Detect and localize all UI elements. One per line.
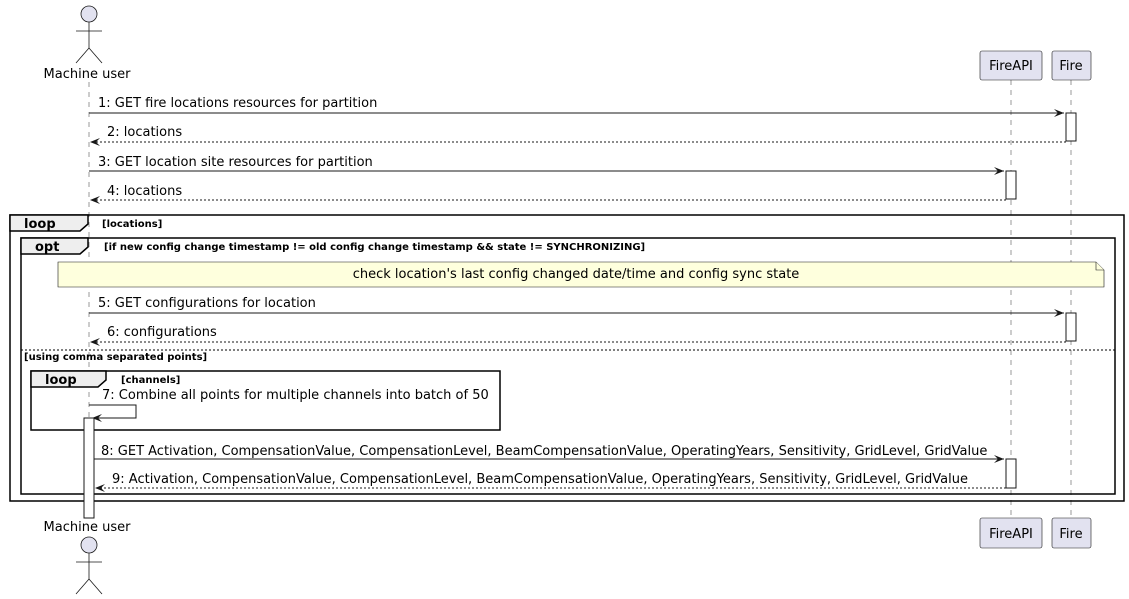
message-6-label: 6: configurations (107, 325, 217, 340)
message-4-label: 4: locations (107, 184, 183, 199)
loop-guard: [locations] (102, 219, 163, 230)
fireapi-participant-bottom (980, 518, 1042, 548)
message-8-label: 8: GET Activation, CompensationValue, CompensationLevel, BeamCompensationValue, OperatingYears, Sensitivity, GridLevel, GridValue (101, 444, 988, 459)
fireapi-activation-1 (1006, 171, 1016, 199)
machine-user-label-top: Machine user (43, 67, 131, 82)
machine-user-actor-bottom (44, 520, 132, 594)
fire-participant-bottom (1052, 518, 1091, 548)
opt-guard: [if new config change timestamp != old config change timestamp && state != SYNCHRONIZING] (104, 242, 646, 253)
opt-keyword: opt (35, 240, 60, 255)
message-2-label: 2: locations (107, 125, 183, 140)
message-5-label: 5: GET configurations for location (98, 296, 316, 311)
note-text: check location's last config changed date/time and config sync state (352, 267, 800, 282)
fireapi-label-bottom: FireAPI (989, 527, 1033, 542)
message-1-label: 1: GET fire locations resources for partition (98, 96, 378, 111)
message-9-label: 9: Activation, CompensationValue, CompensationLevel, BeamCompensationValue, OperatingYears, Sensitivity, GridLevel, GridValue (112, 472, 969, 487)
message-7-label: 7: Combine all points for multiple channels into batch of 50 (102, 388, 489, 403)
actor-head-icon (81, 537, 97, 553)
message-3-label: 3: GET location site resources for partition (98, 155, 373, 170)
machine-user-actor-top (44, 6, 132, 82)
config-note (58, 262, 1104, 287)
fire-label-top: Fire (1059, 59, 1083, 74)
loop-keyword: loop (24, 217, 56, 232)
fireapi-label-top: FireAPI (989, 59, 1033, 74)
actor-head-icon (81, 6, 97, 22)
machine-user-label-bottom: Machine user (43, 520, 131, 535)
fire-label-bottom: Fire (1059, 527, 1083, 542)
fireapi-participant-top (980, 51, 1042, 80)
message-7-arrow (89, 405, 136, 418)
inner-loop-guard: [channels] (121, 375, 181, 386)
fire-activation-2 (1066, 313, 1076, 341)
fire-activation-1 (1066, 113, 1076, 141)
fire-participant-top (1052, 51, 1091, 80)
else-guard: [using comma separated points] (24, 352, 208, 363)
machine-user-activation (84, 418, 94, 518)
fireapi-activation-2 (1006, 459, 1016, 488)
inner-loop-keyword: loop (45, 373, 77, 388)
